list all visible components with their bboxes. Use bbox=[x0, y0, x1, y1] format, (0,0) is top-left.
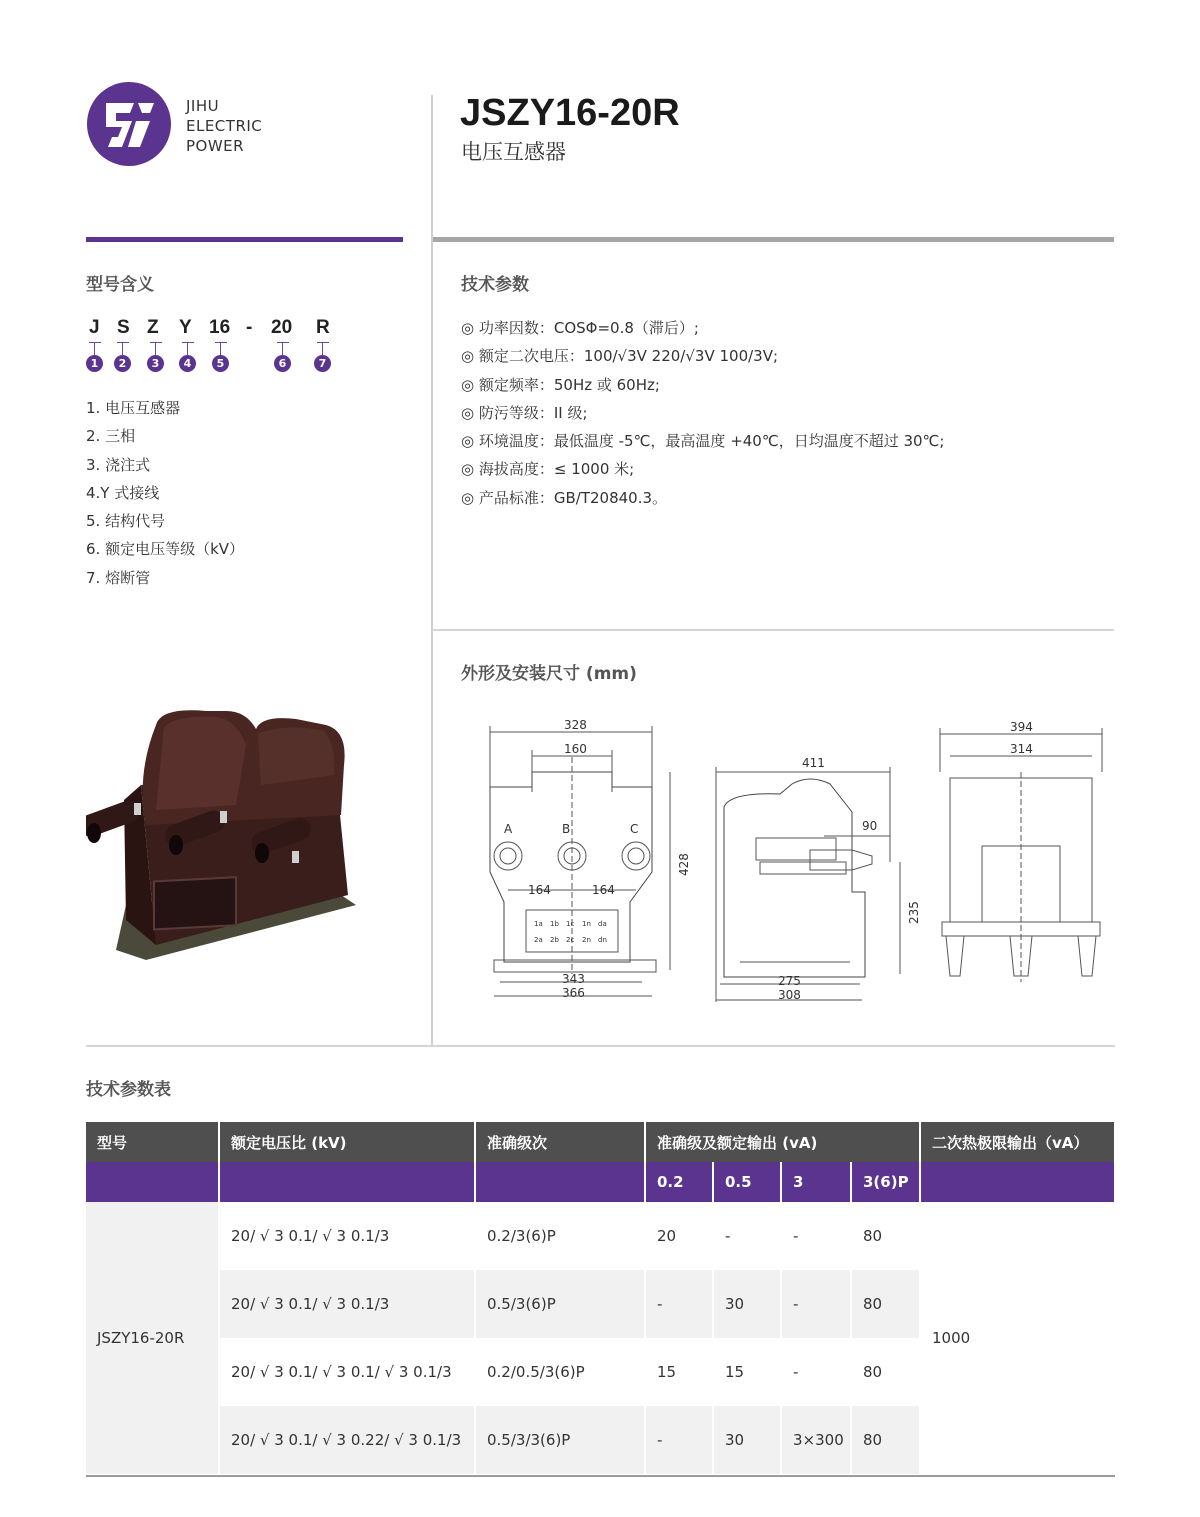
dim-235: 235 bbox=[907, 901, 921, 924]
dim-308: 308 bbox=[778, 988, 801, 1002]
terminal-label: 2b bbox=[550, 936, 559, 944]
output-cell: 30 bbox=[713, 1406, 781, 1474]
subheader-empty bbox=[86, 1162, 219, 1202]
code-part: 16 bbox=[209, 317, 231, 338]
dim-314: 314 bbox=[1010, 742, 1033, 756]
list-item: 2. 三相 bbox=[86, 427, 136, 446]
terminal-label: 2c bbox=[566, 936, 575, 944]
phase-a-label: A bbox=[504, 822, 513, 836]
terminal-label: 1a bbox=[534, 920, 543, 928]
col-model-header: 型号 bbox=[86, 1122, 219, 1162]
subheader-3: 3 bbox=[781, 1162, 851, 1202]
output-cell: - bbox=[645, 1270, 713, 1338]
dim-164-left: 164 bbox=[528, 883, 551, 897]
product-photo bbox=[86, 705, 358, 960]
terminal-label: 1n bbox=[582, 920, 591, 928]
brand-name bbox=[186, 96, 262, 156]
code-badge: 2 bbox=[114, 355, 131, 372]
terminal-label: 2n bbox=[582, 936, 591, 944]
page-subtitle: 电压互感器 bbox=[461, 140, 566, 164]
ratio-cell: 20/ √ 3 0.1/ √ 3 0.1/3 bbox=[219, 1270, 475, 1338]
section-divider bbox=[433, 629, 1114, 631]
ratio-cell: 20/ √ 3 0.1/ √ 3 0.1/3 bbox=[219, 1202, 475, 1270]
brand-line-1: JIHU bbox=[186, 97, 220, 115]
accuracy-cell: 0.2/0.5/3(6)P bbox=[475, 1338, 645, 1406]
code-part: J bbox=[89, 317, 100, 338]
code-part: S bbox=[117, 317, 130, 338]
code-connector bbox=[322, 342, 323, 355]
table-subheader-row bbox=[86, 1162, 1115, 1202]
output-cell: 20 bbox=[645, 1202, 713, 1270]
page-title: JSZY16-20R bbox=[460, 92, 680, 134]
code-part: - bbox=[246, 317, 253, 338]
subheader-0-5: 0.5 bbox=[713, 1162, 781, 1202]
list-item: 4.Y 式接线 bbox=[86, 483, 160, 502]
dimension-drawing bbox=[480, 712, 1120, 1012]
code-badge: 1 bbox=[86, 355, 103, 372]
dim-411: 411 bbox=[802, 756, 825, 770]
dim-164-right: 164 bbox=[592, 883, 615, 897]
brand-line-3: POWER bbox=[186, 137, 245, 155]
list-item: ◎ 防污等级：II 级; bbox=[461, 403, 588, 422]
end-view bbox=[940, 728, 1102, 982]
section-divider bbox=[86, 1045, 1115, 1047]
brand-line-2: ELECTRIC bbox=[186, 117, 263, 135]
output-cell: 80 bbox=[851, 1406, 920, 1474]
dim-343: 343 bbox=[562, 972, 585, 986]
table-row bbox=[86, 1202, 1115, 1270]
col-output-header: 准确级及额定输出 (vA) bbox=[645, 1122, 920, 1162]
dim-366: 366 bbox=[562, 986, 585, 1000]
code-badge: 4 bbox=[179, 355, 196, 372]
brand-logo bbox=[86, 81, 172, 167]
accent-bar-right bbox=[433, 237, 1114, 242]
spec-table-title: 技术参数表 bbox=[86, 1080, 171, 1100]
thermal-cell: 1000 bbox=[920, 1202, 1115, 1474]
model-meaning-title: 型号含义 bbox=[86, 275, 154, 295]
code-badge: 7 bbox=[314, 355, 331, 372]
table-bottom-rule bbox=[86, 1475, 1115, 1477]
list-item: ◎ 环境温度：最低温度 -5℃，最高温度 +40℃，日均温度不超过 30℃; bbox=[461, 432, 945, 451]
output-cell: 3×300 bbox=[781, 1406, 851, 1474]
output-cell: 30 bbox=[713, 1270, 781, 1338]
list-item: 6. 额定电压等级（kV） bbox=[86, 540, 245, 559]
front-view bbox=[490, 726, 670, 996]
ratio-cell: 20/ √ 3 0.1/ √ 3 0.22/ √ 3 0.1/3 bbox=[219, 1406, 475, 1474]
col-accuracy-header: 准确级次 bbox=[475, 1122, 645, 1162]
output-cell: - bbox=[781, 1270, 851, 1338]
code-connector bbox=[187, 342, 188, 355]
dim-160: 160 bbox=[564, 742, 587, 756]
accuracy-cell: 0.5/3/3(6)P bbox=[475, 1406, 645, 1474]
subheader-3-6p: 3(6)P bbox=[851, 1162, 920, 1202]
subheader-empty bbox=[920, 1162, 1115, 1202]
model-cell: JSZY16-20R bbox=[86, 1202, 219, 1474]
terminal-label: da bbox=[598, 920, 607, 928]
output-cell: 80 bbox=[851, 1202, 920, 1270]
dim-328: 328 bbox=[564, 718, 587, 732]
terminal-label: dn bbox=[598, 936, 607, 944]
output-cell: 80 bbox=[851, 1270, 920, 1338]
output-cell: - bbox=[781, 1338, 851, 1406]
terminal-label: 1b bbox=[550, 920, 559, 928]
dim-90: 90 bbox=[862, 819, 878, 833]
list-item: 1. 电压互感器 bbox=[86, 399, 181, 417]
code-connector bbox=[155, 342, 156, 355]
list-item: ◎ 额定频率：50Hz 或 60Hz; bbox=[461, 375, 660, 394]
code-badge: 3 bbox=[147, 355, 164, 372]
list-item: ◎ 额定二次电压：100/√3V 220/√3V 100/3V; bbox=[461, 347, 779, 366]
phase-b-label: B bbox=[562, 822, 571, 836]
output-cell: 15 bbox=[713, 1338, 781, 1406]
code-connector bbox=[282, 342, 283, 355]
code-connector bbox=[94, 342, 95, 355]
code-connector bbox=[220, 342, 221, 355]
list-item: 5. 结构代号 bbox=[86, 512, 166, 531]
dim-428: 428 bbox=[677, 853, 691, 876]
output-cell: - bbox=[781, 1202, 851, 1270]
list-item: 7. 熔断管 bbox=[86, 568, 151, 587]
code-part: 20 bbox=[271, 317, 293, 338]
output-cell: 80 bbox=[851, 1338, 920, 1406]
ratio-cell: 20/ √ 3 0.1/ √ 3 0.1/ √ 3 0.1/3 bbox=[219, 1338, 475, 1406]
output-cell: 15 bbox=[645, 1338, 713, 1406]
col-ratio-header: 额定电压比 (kV) bbox=[219, 1122, 475, 1162]
tech-params-title: 技术参数 bbox=[461, 275, 529, 295]
subheader-empty bbox=[475, 1162, 645, 1202]
accuracy-cell: 0.5/3(6)P bbox=[475, 1270, 645, 1338]
dim-394: 394 bbox=[1010, 720, 1033, 734]
list-item: ◎ 产品标准：GB/T20840.3。 bbox=[461, 488, 668, 507]
code-connector bbox=[122, 342, 123, 355]
code-part: R bbox=[316, 317, 330, 338]
terminal-label: 1c bbox=[566, 920, 575, 928]
output-cell: - bbox=[645, 1406, 713, 1474]
list-item: ◎ 功率因数：COSΦ=0.8（滞后）; bbox=[461, 319, 699, 337]
table-header-row bbox=[86, 1122, 1115, 1162]
side-view bbox=[716, 767, 900, 1002]
list-item: ◎ 海拔高度：≤ 1000 米; bbox=[461, 460, 635, 479]
dimensions-title: 外形及安装尺寸 (mm) bbox=[461, 664, 637, 684]
terminal-label: 2a bbox=[534, 936, 543, 944]
col-thermal-header: 二次热极限输出（vA） bbox=[920, 1122, 1115, 1162]
phase-c-label: C bbox=[630, 822, 639, 836]
list-item: 3. 浇注式 bbox=[86, 455, 151, 474]
subheader-empty bbox=[219, 1162, 475, 1202]
code-part: Y bbox=[179, 317, 192, 338]
model-meaning-list bbox=[86, 394, 244, 592]
tech-params-list bbox=[461, 314, 944, 512]
code-badge: 5 bbox=[212, 355, 229, 372]
output-cell: - bbox=[713, 1202, 781, 1270]
accuracy-cell: 0.2/3(6)P bbox=[475, 1202, 645, 1270]
spec-table bbox=[86, 1122, 1116, 1474]
code-badge: 6 bbox=[274, 355, 291, 372]
accent-bar-left bbox=[86, 237, 403, 242]
subheader-0-2: 0.2 bbox=[645, 1162, 713, 1202]
code-part: Z bbox=[147, 317, 159, 338]
dim-275: 275 bbox=[778, 974, 801, 988]
